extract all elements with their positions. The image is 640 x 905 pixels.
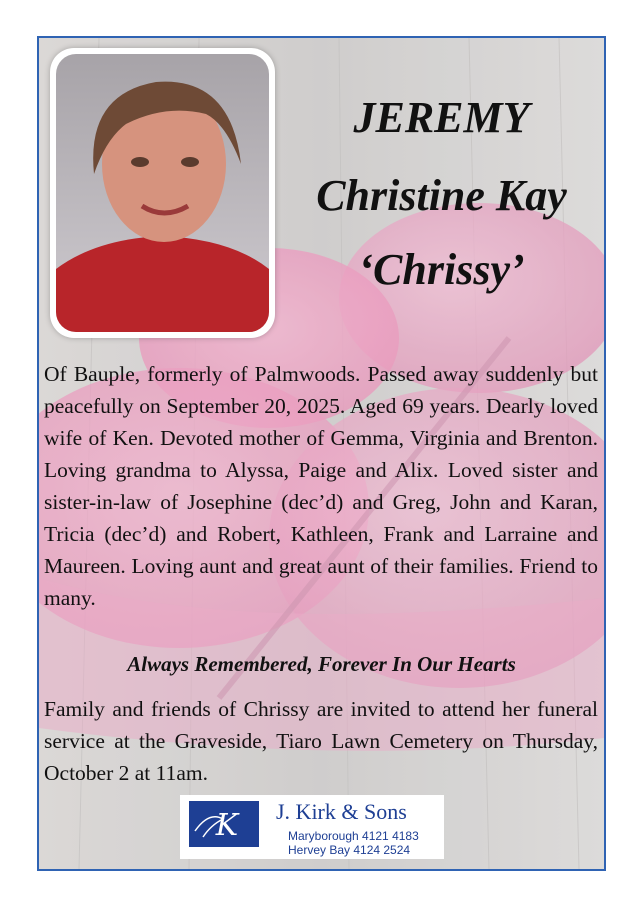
obituary-text: Of Bauple, formerly of Palmwoods. Passed away suddenly but peacefully on September 20, 2025. Aged 69 years. Dearly loved wife of Ken. Devoted mother of Gemma, Virginia and Brenton. Loving grandma to Alyssa, Paige and Alix. Loved sister and sister-in-law of Josephine (dec’d) and Greg, John and Karan, Tricia (dec’d) and Robert, Kathleen, Frank and Larraine and Maureen. Loving aunt and great aunt of their families. Friend to many.: [44, 362, 598, 610]
nickname: ‘Chrissy’: [358, 245, 525, 294]
name-block: [279, 93, 604, 294]
portrait-photo: [56, 54, 269, 332]
given-names: Christine Kay: [316, 171, 567, 220]
monogram-letter: K: [215, 808, 239, 843]
monogram-k-logo: [189, 801, 259, 847]
funeral-director-phone-2: Hervey Bay 4124 2524: [288, 843, 411, 857]
funeral-director-name: J. Kirk & Sons: [276, 799, 407, 824]
funeral-director-phone-1: Maryborough 4121 4183: [288, 829, 419, 843]
death-notice: [37, 36, 606, 871]
portrait-frame: [50, 48, 275, 338]
tribute-line: Always Remembered, Forever In Our Hearts: [127, 652, 516, 676]
surname: JEREMY: [353, 93, 530, 142]
funeral-details: Family and friends of Chrissy are invited to attend her funeral service at the Graveside, Tiaro Lawn Cemetery on Thursday, October 2 at 11am.: [44, 697, 598, 785]
funeral-director-logo: [180, 795, 444, 859]
